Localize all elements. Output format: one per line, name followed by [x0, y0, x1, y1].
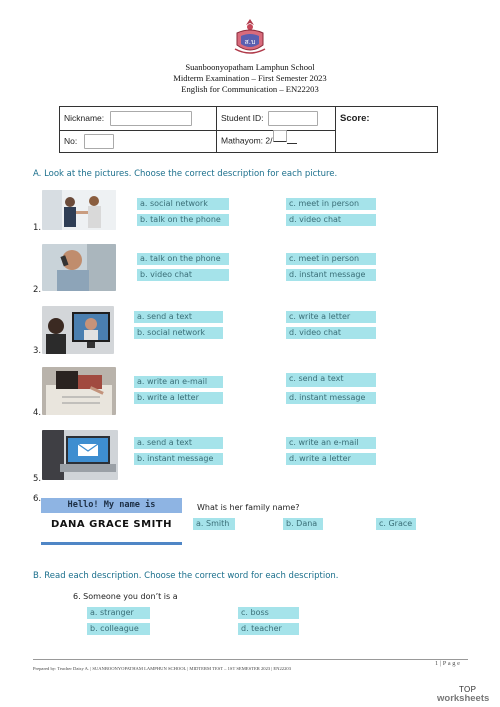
q1-option-d[interactable]: d. video chat — [286, 214, 376, 226]
section-b-q6-text: 6. Someone you don’t is a — [73, 592, 178, 601]
picture-3-video-chat — [42, 306, 114, 354]
q2-option-d[interactable]: d. instant message — [286, 269, 376, 281]
q5-option-d[interactable]: d. write a letter — [286, 453, 376, 465]
no-cell — [60, 130, 217, 153]
question-3-number: 3. — [33, 346, 42, 356]
q4-option-d[interactable]: d. instant message — [286, 392, 376, 404]
section-b-title: B. Read each description. Choose the correct word for each description. — [33, 571, 339, 581]
picture-2-phone-call — [42, 244, 116, 291]
q5-option-c[interactable]: c. write an e-mail — [286, 437, 376, 449]
q4-option-a[interactable]: a. write an e-mail — [134, 376, 223, 388]
b-q6-option-b[interactable]: b. colleague — [87, 623, 150, 635]
q6-option-b[interactable]: b. Dana — [283, 518, 323, 530]
question-5-number: 5. — [33, 474, 42, 484]
q3-option-c[interactable]: c. write a letter — [286, 311, 376, 323]
b-q6-option-d[interactable]: d. teacher — [238, 623, 299, 635]
exam-title: Midterm Examination – First Semester 2023 — [173, 73, 327, 83]
nickname-field[interactable] — [110, 111, 192, 126]
footer-divider — [33, 659, 468, 660]
q2-option-c[interactable]: c. meet in person — [286, 253, 376, 265]
student-id-label: Student ID: — [221, 112, 264, 123]
school-name: Suanboonyopatham Lamphun School — [185, 62, 315, 72]
score-cell — [336, 107, 438, 153]
badge-header: Hello! My name is — [41, 498, 182, 513]
q6-question-text: What is her family name? — [197, 503, 300, 512]
q5-option-a[interactable]: a. send a text — [134, 437, 223, 449]
question-6-number: 6. — [33, 494, 42, 504]
mathayom-label: Mathayom: 2/ — [221, 135, 273, 146]
mathayom-underline — [287, 137, 297, 144]
no-label: No: — [64, 135, 78, 146]
student-info-table — [59, 106, 438, 153]
q3-option-a[interactable]: a. send a text — [134, 311, 223, 323]
svg-text:ส.บ: ส.บ — [244, 38, 256, 46]
nickname-cell — [60, 107, 217, 131]
mathayom-field[interactable] — [273, 130, 287, 142]
school-logo — [232, 17, 268, 57]
name-badge — [41, 498, 182, 545]
question-2-number: 2. — [33, 285, 42, 295]
watermark-worksheets: worksheets — [437, 693, 490, 704]
q6-option-c[interactable]: c. Grace — [376, 518, 416, 530]
q1-option-c[interactable]: c. meet in person — [286, 198, 376, 210]
nickname-label: Nickname: — [64, 112, 105, 123]
q4-option-b[interactable]: b. write a letter — [134, 392, 223, 404]
question-1-number: 1. — [33, 223, 42, 233]
score-label: Score: — [340, 113, 370, 124]
q5-option-b[interactable]: b. instant message — [134, 453, 223, 465]
q4-option-c[interactable]: c. send a text — [286, 373, 376, 387]
badge-name: DANA GRACE SMITH — [51, 519, 172, 530]
b-q6-option-c[interactable]: c. boss — [238, 607, 299, 619]
course-title: English for Communication – EN22203 — [181, 84, 319, 94]
student-id-field[interactable] — [268, 111, 318, 126]
q2-option-b[interactable]: b. video chat — [137, 269, 229, 281]
watermark-top: TOP — [459, 685, 477, 694]
student-id-cell — [217, 107, 336, 131]
q2-option-a[interactable]: a. talk on the phone — [137, 253, 229, 265]
q3-option-d[interactable]: d. video chat — [286, 327, 376, 339]
q6-option-a[interactable]: a. Smith — [193, 518, 235, 530]
no-field[interactable] — [84, 134, 114, 149]
footer-text: Prepared by: Teacher Daisy A. | SUANBOONYOPATHAM LAMPHUN SCHOOL | MIDTERM TEST – 1ST SEMESTER 2023 | EN22203 — [33, 666, 291, 671]
question-4-number: 4. — [33, 408, 42, 418]
picture-4-writing-letter — [42, 367, 116, 415]
picture-5-email-laptop — [42, 430, 118, 480]
b-q6-option-a[interactable]: a. stranger — [87, 607, 150, 619]
picture-1-handshake — [42, 190, 116, 230]
q3-option-b[interactable]: b. social network — [134, 327, 223, 339]
q1-option-b[interactable]: b. talk on the phone — [137, 214, 229, 226]
q1-option-a[interactable]: a. social network — [137, 198, 229, 210]
mathayom-cell — [217, 130, 336, 153]
page-number: 1 | P a g e — [435, 660, 461, 667]
section-a-title: A. Look at the pictures. Choose the correct description for each picture. — [33, 169, 338, 179]
